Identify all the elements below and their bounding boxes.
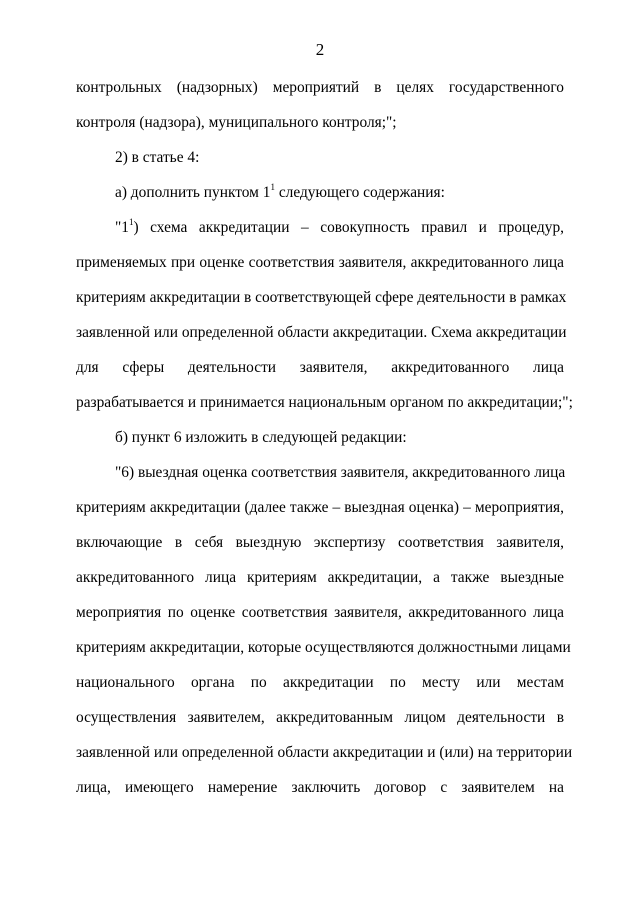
text-line: б) пункт 6 изложить в следующей редакции: [115, 429, 407, 446]
text-line: лица, имеющего намерение заключить договор с заявителем на [76, 779, 564, 796]
text-line: 2) в статье 4: [115, 149, 200, 166]
text-line: "6) выездная оценка соответствия заявителя, аккредитованного лица [115, 464, 566, 481]
page-number: 2 [315, 40, 325, 59]
text-segment: ) схема аккредитации – совокупность правил и процедур, [133, 219, 564, 236]
text-line: контроля (надзора), муниципального контроля;"; [76, 114, 397, 131]
text-line: заявленной или определенной области аккредитации и (или) на территории [76, 744, 573, 761]
text-line: контрольных (надзорных) мероприятий в целях государственного [76, 79, 564, 96]
text-line: критериям аккредитации (далее также – выездная оценка) – мероприятия, [76, 499, 564, 516]
text-line: аккредитованного лица критериям аккредитации, а также выездные [76, 569, 564, 586]
text-segment: "1 [115, 219, 129, 236]
text-line: национального органа по аккредитации по месту или местам [76, 674, 564, 691]
text-line: критериям аккредитации, которые осуществляются должностными лицами [76, 639, 571, 656]
text-line: применяемых при оценке соответствия заявителя, аккредитованного лица [76, 254, 564, 271]
text-line: мероприятия по оценке соответствия заявителя, аккредитованного лица [76, 604, 564, 621]
text-line: включающие в себя выездную экспертизу соответствия заявителя, [76, 534, 564, 551]
text-line: для сферы деятельности заявителя, аккредитованного лица [76, 359, 564, 376]
text-segment: следующего содержания: [274, 184, 445, 201]
text-line: заявленной или определенной области аккредитации. Схема аккредитации [76, 324, 567, 341]
text-line: критериям аккредитации в соответствующей сфере деятельности в рамках [76, 289, 567, 306]
definition-line [115, 218, 564, 238]
superscript: 1 [128, 217, 134, 227]
superscript: 1 [270, 182, 275, 192]
text-line: осуществления заявителем, аккредитованным лицом деятельности в [76, 709, 564, 726]
text-line: разрабатывается и принимается национальным органом по аккредитации;"; [76, 394, 573, 411]
paragraph-a [115, 183, 564, 203]
text-segment: а) дополнить пунктом 1 [115, 184, 271, 201]
